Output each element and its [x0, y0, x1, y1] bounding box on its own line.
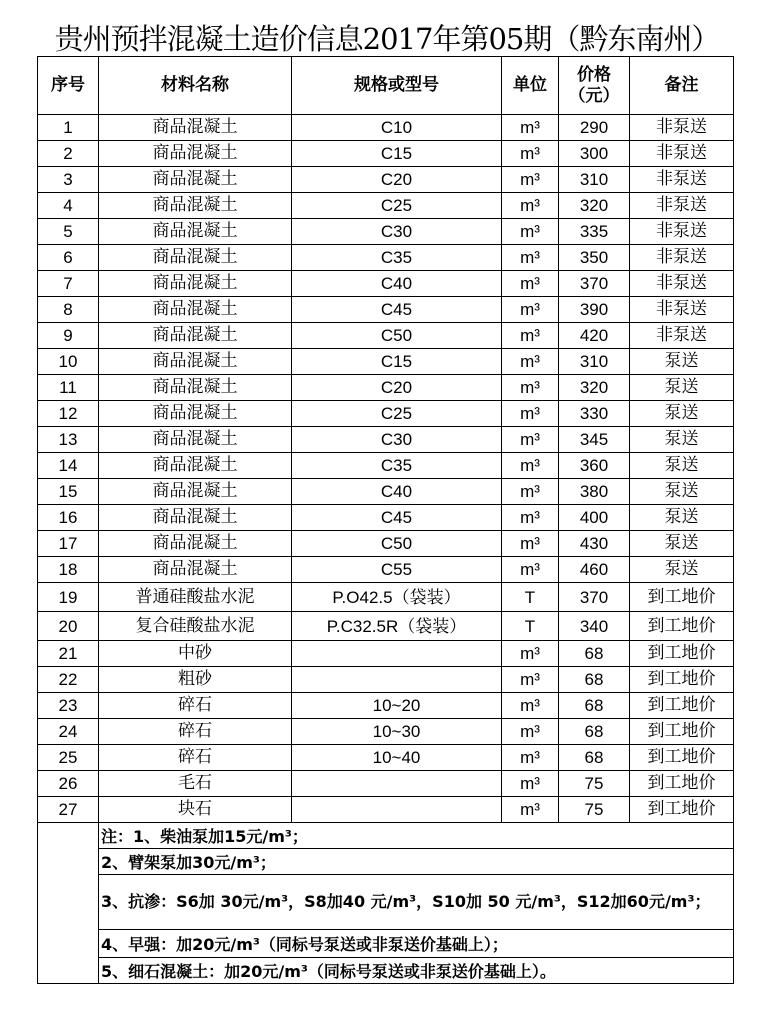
- row-no: 4: [38, 193, 99, 219]
- header-price: [559, 57, 630, 115]
- row-material-name: 碎石: [99, 719, 292, 745]
- row-material-name: 商品混凝土: [99, 505, 292, 531]
- table-row: [38, 797, 734, 823]
- row-spec: C50: [292, 531, 502, 557]
- row-no: 12: [38, 401, 99, 427]
- row-remark: 非泵送: [630, 115, 734, 141]
- row-price: 75: [559, 797, 630, 823]
- row-price: 340: [559, 612, 630, 641]
- row-unit: m³: [502, 297, 559, 323]
- table-row: [38, 453, 734, 479]
- table-row: [38, 719, 734, 745]
- row-price: 68: [559, 745, 630, 771]
- row-price: 68: [559, 667, 630, 693]
- row-no: 8: [38, 297, 99, 323]
- row-price: 335: [559, 219, 630, 245]
- row-remark: 到工地价: [630, 641, 734, 667]
- row-remark: 非泵送: [630, 219, 734, 245]
- row-price: 370: [559, 271, 630, 297]
- table-row: [38, 612, 734, 641]
- row-unit: m³: [502, 375, 559, 401]
- row-remark: 泵送: [630, 427, 734, 453]
- row-unit: m³: [502, 141, 559, 167]
- row-remark: 到工地价: [630, 797, 734, 823]
- row-material-name: 块石: [99, 797, 292, 823]
- row-material-name: 商品混凝土: [99, 167, 292, 193]
- row-unit: m³: [502, 693, 559, 719]
- row-material-name: 毛石: [99, 771, 292, 797]
- row-unit: m³: [502, 323, 559, 349]
- row-spec: [292, 771, 502, 797]
- table-row: [38, 297, 734, 323]
- row-material-name: 商品混凝土: [99, 427, 292, 453]
- row-no: 3: [38, 167, 99, 193]
- header-price-line1: 价格: [577, 64, 611, 85]
- table-row: [38, 427, 734, 453]
- table-row: [38, 245, 734, 271]
- table-row: [38, 771, 734, 797]
- row-price: 350: [559, 245, 630, 271]
- note-text: 注：1、柴油泵加15元/m³；: [99, 823, 734, 849]
- table-row: [38, 479, 734, 505]
- row-unit: m³: [502, 271, 559, 297]
- row-no: 27: [38, 797, 99, 823]
- row-remark: 非泵送: [630, 271, 734, 297]
- row-unit: m³: [502, 479, 559, 505]
- row-material-name: 商品混凝土: [99, 401, 292, 427]
- row-material-name: 商品混凝土: [99, 375, 292, 401]
- row-remark: 泵送: [630, 479, 734, 505]
- row-unit: m³: [502, 245, 559, 271]
- row-price: 300: [559, 141, 630, 167]
- row-unit: T: [502, 583, 559, 612]
- row-price: 290: [559, 115, 630, 141]
- note-row: [38, 823, 734, 849]
- row-unit: m³: [502, 427, 559, 453]
- row-unit: m³: [502, 771, 559, 797]
- row-price: 330: [559, 401, 630, 427]
- row-unit: m³: [502, 797, 559, 823]
- row-remark: 泵送: [630, 453, 734, 479]
- row-material-name: 商品混凝土: [99, 453, 292, 479]
- row-price: 380: [559, 479, 630, 505]
- row-spec: [292, 641, 502, 667]
- row-price: 460: [559, 557, 630, 583]
- row-price: 370: [559, 583, 630, 612]
- table-row: [38, 531, 734, 557]
- row-no: 24: [38, 719, 99, 745]
- row-remark: 非泵送: [630, 297, 734, 323]
- row-unit: m³: [502, 349, 559, 375]
- row-material-name: 商品混凝土: [99, 323, 292, 349]
- row-unit: m³: [502, 167, 559, 193]
- row-unit: m³: [502, 719, 559, 745]
- row-remark: 非泵送: [630, 193, 734, 219]
- row-spec: C10: [292, 115, 502, 141]
- row-remark: 泵送: [630, 505, 734, 531]
- row-unit: T: [502, 612, 559, 641]
- row-unit: m³: [502, 115, 559, 141]
- row-material-name: 商品混凝土: [99, 479, 292, 505]
- row-price: 68: [559, 693, 630, 719]
- header-price-line2: （元）: [568, 85, 620, 106]
- row-unit: m³: [502, 505, 559, 531]
- row-no: 19: [38, 583, 99, 612]
- row-remark: 非泵送: [630, 141, 734, 167]
- row-unit: m³: [502, 531, 559, 557]
- row-material-name: 复合硅酸盐水泥: [99, 612, 292, 641]
- row-no: 18: [38, 557, 99, 583]
- table-row: [38, 641, 734, 667]
- row-remark: 泵送: [630, 557, 734, 583]
- row-no: 15: [38, 479, 99, 505]
- row-spec: C35: [292, 245, 502, 271]
- row-material-name: 普通硅酸盐水泥: [99, 583, 292, 612]
- row-spec: C25: [292, 193, 502, 219]
- row-unit: m³: [502, 641, 559, 667]
- row-remark: 到工地价: [630, 583, 734, 612]
- row-spec: C20: [292, 167, 502, 193]
- row-no: 1: [38, 115, 99, 141]
- row-spec: C45: [292, 505, 502, 531]
- row-price: 345: [559, 427, 630, 453]
- page-title: 贵州预拌混凝土造价信息2017年第05期（黔东南州）: [54, 22, 720, 56]
- row-remark: 到工地价: [630, 745, 734, 771]
- header-row: [38, 57, 734, 115]
- note-text: 5、细石混凝土：加20元/m³（同标号泵送或非泵送价基础上）。: [99, 958, 734, 984]
- note-text: 4、早强：加20元/m³（同标号泵送或非泵送价基础上）；: [99, 930, 734, 958]
- row-remark: 非泵送: [630, 245, 734, 271]
- row-spec: C40: [292, 271, 502, 297]
- row-remark: 泵送: [630, 375, 734, 401]
- row-price: 68: [559, 719, 630, 745]
- note-text: 3、抗渗：S6加 30元/m³，S8加40 元/m³，S10加 50 元/m³，S12加60元/m³；: [99, 875, 734, 930]
- header-spec: 规格或型号: [292, 57, 502, 115]
- row-spec: P.O42.5（袋装）: [292, 583, 502, 612]
- row-material-name: 商品混凝土: [99, 245, 292, 271]
- row-no: 23: [38, 693, 99, 719]
- row-unit: m³: [502, 401, 559, 427]
- row-price: 68: [559, 641, 630, 667]
- row-price: 390: [559, 297, 630, 323]
- row-material-name: 商品混凝土: [99, 271, 292, 297]
- row-spec: C25: [292, 401, 502, 427]
- row-no: 6: [38, 245, 99, 271]
- row-spec: C35: [292, 453, 502, 479]
- row-no: 2: [38, 141, 99, 167]
- row-no: 10: [38, 349, 99, 375]
- row-spec: 10~40: [292, 745, 502, 771]
- note-row: [38, 930, 734, 958]
- table-row: [38, 193, 734, 219]
- table-row: [38, 271, 734, 297]
- row-no: 21: [38, 641, 99, 667]
- row-no: 9: [38, 323, 99, 349]
- row-price: 320: [559, 375, 630, 401]
- row-price: 310: [559, 349, 630, 375]
- row-material-name: 粗砂: [99, 667, 292, 693]
- notes-blank-cell: [38, 823, 99, 984]
- row-spec: C30: [292, 219, 502, 245]
- row-no: 20: [38, 612, 99, 641]
- row-remark: 到工地价: [630, 719, 734, 745]
- row-spec: 10~30: [292, 719, 502, 745]
- row-spec: 10~20: [292, 693, 502, 719]
- row-spec: C40: [292, 479, 502, 505]
- row-price: 430: [559, 531, 630, 557]
- table-row: [38, 667, 734, 693]
- row-price: 360: [559, 453, 630, 479]
- row-remark: 泵送: [630, 401, 734, 427]
- row-material-name: 碎石: [99, 693, 292, 719]
- row-spec: P.C32.5R（袋装）: [292, 612, 502, 641]
- row-no: 22: [38, 667, 99, 693]
- table-row: [38, 401, 734, 427]
- row-remark: 到工地价: [630, 693, 734, 719]
- row-remark: 到工地价: [630, 771, 734, 797]
- row-spec: [292, 667, 502, 693]
- row-unit: m³: [502, 453, 559, 479]
- row-spec: C55: [292, 557, 502, 583]
- table-row: [38, 693, 734, 719]
- row-remark: 到工地价: [630, 667, 734, 693]
- row-no: 5: [38, 219, 99, 245]
- header-name: 材料名称: [99, 57, 292, 115]
- row-price: 75: [559, 771, 630, 797]
- header-no: 序号: [38, 57, 99, 115]
- row-material-name: 商品混凝土: [99, 219, 292, 245]
- row-no: 7: [38, 271, 99, 297]
- row-no: 26: [38, 771, 99, 797]
- note-text: 2、臂架泵加30元/m³；: [99, 849, 734, 875]
- row-price: 400: [559, 505, 630, 531]
- price-table: [37, 56, 734, 984]
- table-row: [38, 141, 734, 167]
- row-material-name: 商品混凝土: [99, 557, 292, 583]
- row-unit: m³: [502, 219, 559, 245]
- table-row: [38, 349, 734, 375]
- row-unit: m³: [502, 193, 559, 219]
- table-row: [38, 505, 734, 531]
- table-row: [38, 323, 734, 349]
- row-material-name: 碎石: [99, 745, 292, 771]
- note-row: [38, 875, 734, 930]
- row-price: 320: [559, 193, 630, 219]
- header-unit: 单位: [502, 57, 559, 115]
- table-row: [38, 115, 734, 141]
- row-material-name: 商品混凝土: [99, 531, 292, 557]
- row-price: 310: [559, 167, 630, 193]
- row-unit: m³: [502, 745, 559, 771]
- row-spec: C45: [292, 297, 502, 323]
- row-spec: C15: [292, 349, 502, 375]
- note-row: [38, 849, 734, 875]
- row-remark: 到工地价: [630, 612, 734, 641]
- table-row: [38, 219, 734, 245]
- row-remark: 非泵送: [630, 323, 734, 349]
- row-remark: 非泵送: [630, 167, 734, 193]
- row-no: 25: [38, 745, 99, 771]
- row-no: 13: [38, 427, 99, 453]
- row-material-name: 商品混凝土: [99, 115, 292, 141]
- header-remark: 备注: [630, 57, 734, 115]
- row-material-name: 商品混凝土: [99, 349, 292, 375]
- note-row: [38, 958, 734, 984]
- row-material-name: 商品混凝土: [99, 141, 292, 167]
- row-no: 16: [38, 505, 99, 531]
- row-material-name: 商品混凝土: [99, 297, 292, 323]
- row-spec: C30: [292, 427, 502, 453]
- row-spec: [292, 797, 502, 823]
- row-no: 11: [38, 375, 99, 401]
- row-no: 14: [38, 453, 99, 479]
- row-price: 420: [559, 323, 630, 349]
- row-no: 17: [38, 531, 99, 557]
- table-row: [38, 583, 734, 612]
- table-row: [38, 745, 734, 771]
- row-spec: C50: [292, 323, 502, 349]
- row-remark: 泵送: [630, 531, 734, 557]
- row-spec: C15: [292, 141, 502, 167]
- row-material-name: 中砂: [99, 641, 292, 667]
- row-spec: C20: [292, 375, 502, 401]
- row-unit: m³: [502, 667, 559, 693]
- row-remark: 泵送: [630, 349, 734, 375]
- row-material-name: 商品混凝土: [99, 193, 292, 219]
- table-row: [38, 375, 734, 401]
- row-unit: m³: [502, 557, 559, 583]
- table-row: [38, 167, 734, 193]
- table-row: [38, 557, 734, 583]
